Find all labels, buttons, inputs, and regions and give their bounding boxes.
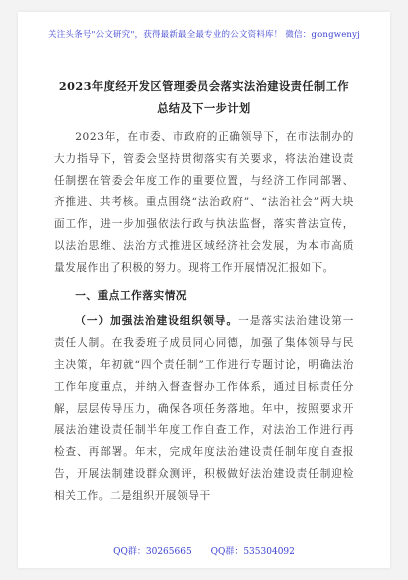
header-banner: 关注头条号"公文研究"，获得最新最全最专业的公文资料库！ 微信：gongwenyj bbox=[48, 30, 360, 40]
footer-qq-group-2: QQ群：535304092 bbox=[210, 547, 295, 557]
section-heading: 一、重点工作落实情况 bbox=[75, 289, 188, 302]
document-title-line2: 总结及下一步计划 bbox=[157, 101, 251, 115]
section-paragraph bbox=[54, 311, 354, 507]
subsection-text: 一是落实法治建设第一责任人制。在我委班子成员同心同德，加强了集体领导与民主决策，年初就“四个责任制”工作进行专题讨论，明确法治工作年度重点，并纳入督查督办工作体系，通过目标责任分解，层层传导压力，确保各项任务落地。年中，按照要求开展法治建设责任制半年度工作自查工作，对法治工作进行再检查、再部署。年末，完成年度法治建设责任制年度自查报告，开展法制建设群众测评，积极做好法治建设责任制迎检相关工作。二是组织开展领导干 bbox=[54, 315, 355, 502]
intro-paragraph: 2023年，在市委、市政府的正确领导下，在市法制办的大力指导下，管委会坚持贯彻落实有关要求，将法治建设责任制摆在管委会年度工作的重要位置，与经济工作同部署、齐推进、共考核。重点围绕“法治政府”、“法治社会”两大块面工作，进一步加强依法行政与执法监督，落实普法宣传，以法治思维、法治方式推进区域经济社会发展，为本市高质量发展作出了积极的努力。现将工作开展情况汇报如下。 bbox=[54, 131, 354, 274]
document-page bbox=[18, 12, 390, 568]
footer-qq-group-1: QQ群：30265665 bbox=[113, 547, 192, 557]
document-body bbox=[54, 127, 354, 508]
subsection-heading: （一）加强法治建设组织领导。 bbox=[75, 315, 239, 328]
document-title-line1: 2023年度经开发区管理委员会落实法治建设责任制工作 bbox=[58, 79, 350, 93]
footer bbox=[18, 544, 390, 557]
